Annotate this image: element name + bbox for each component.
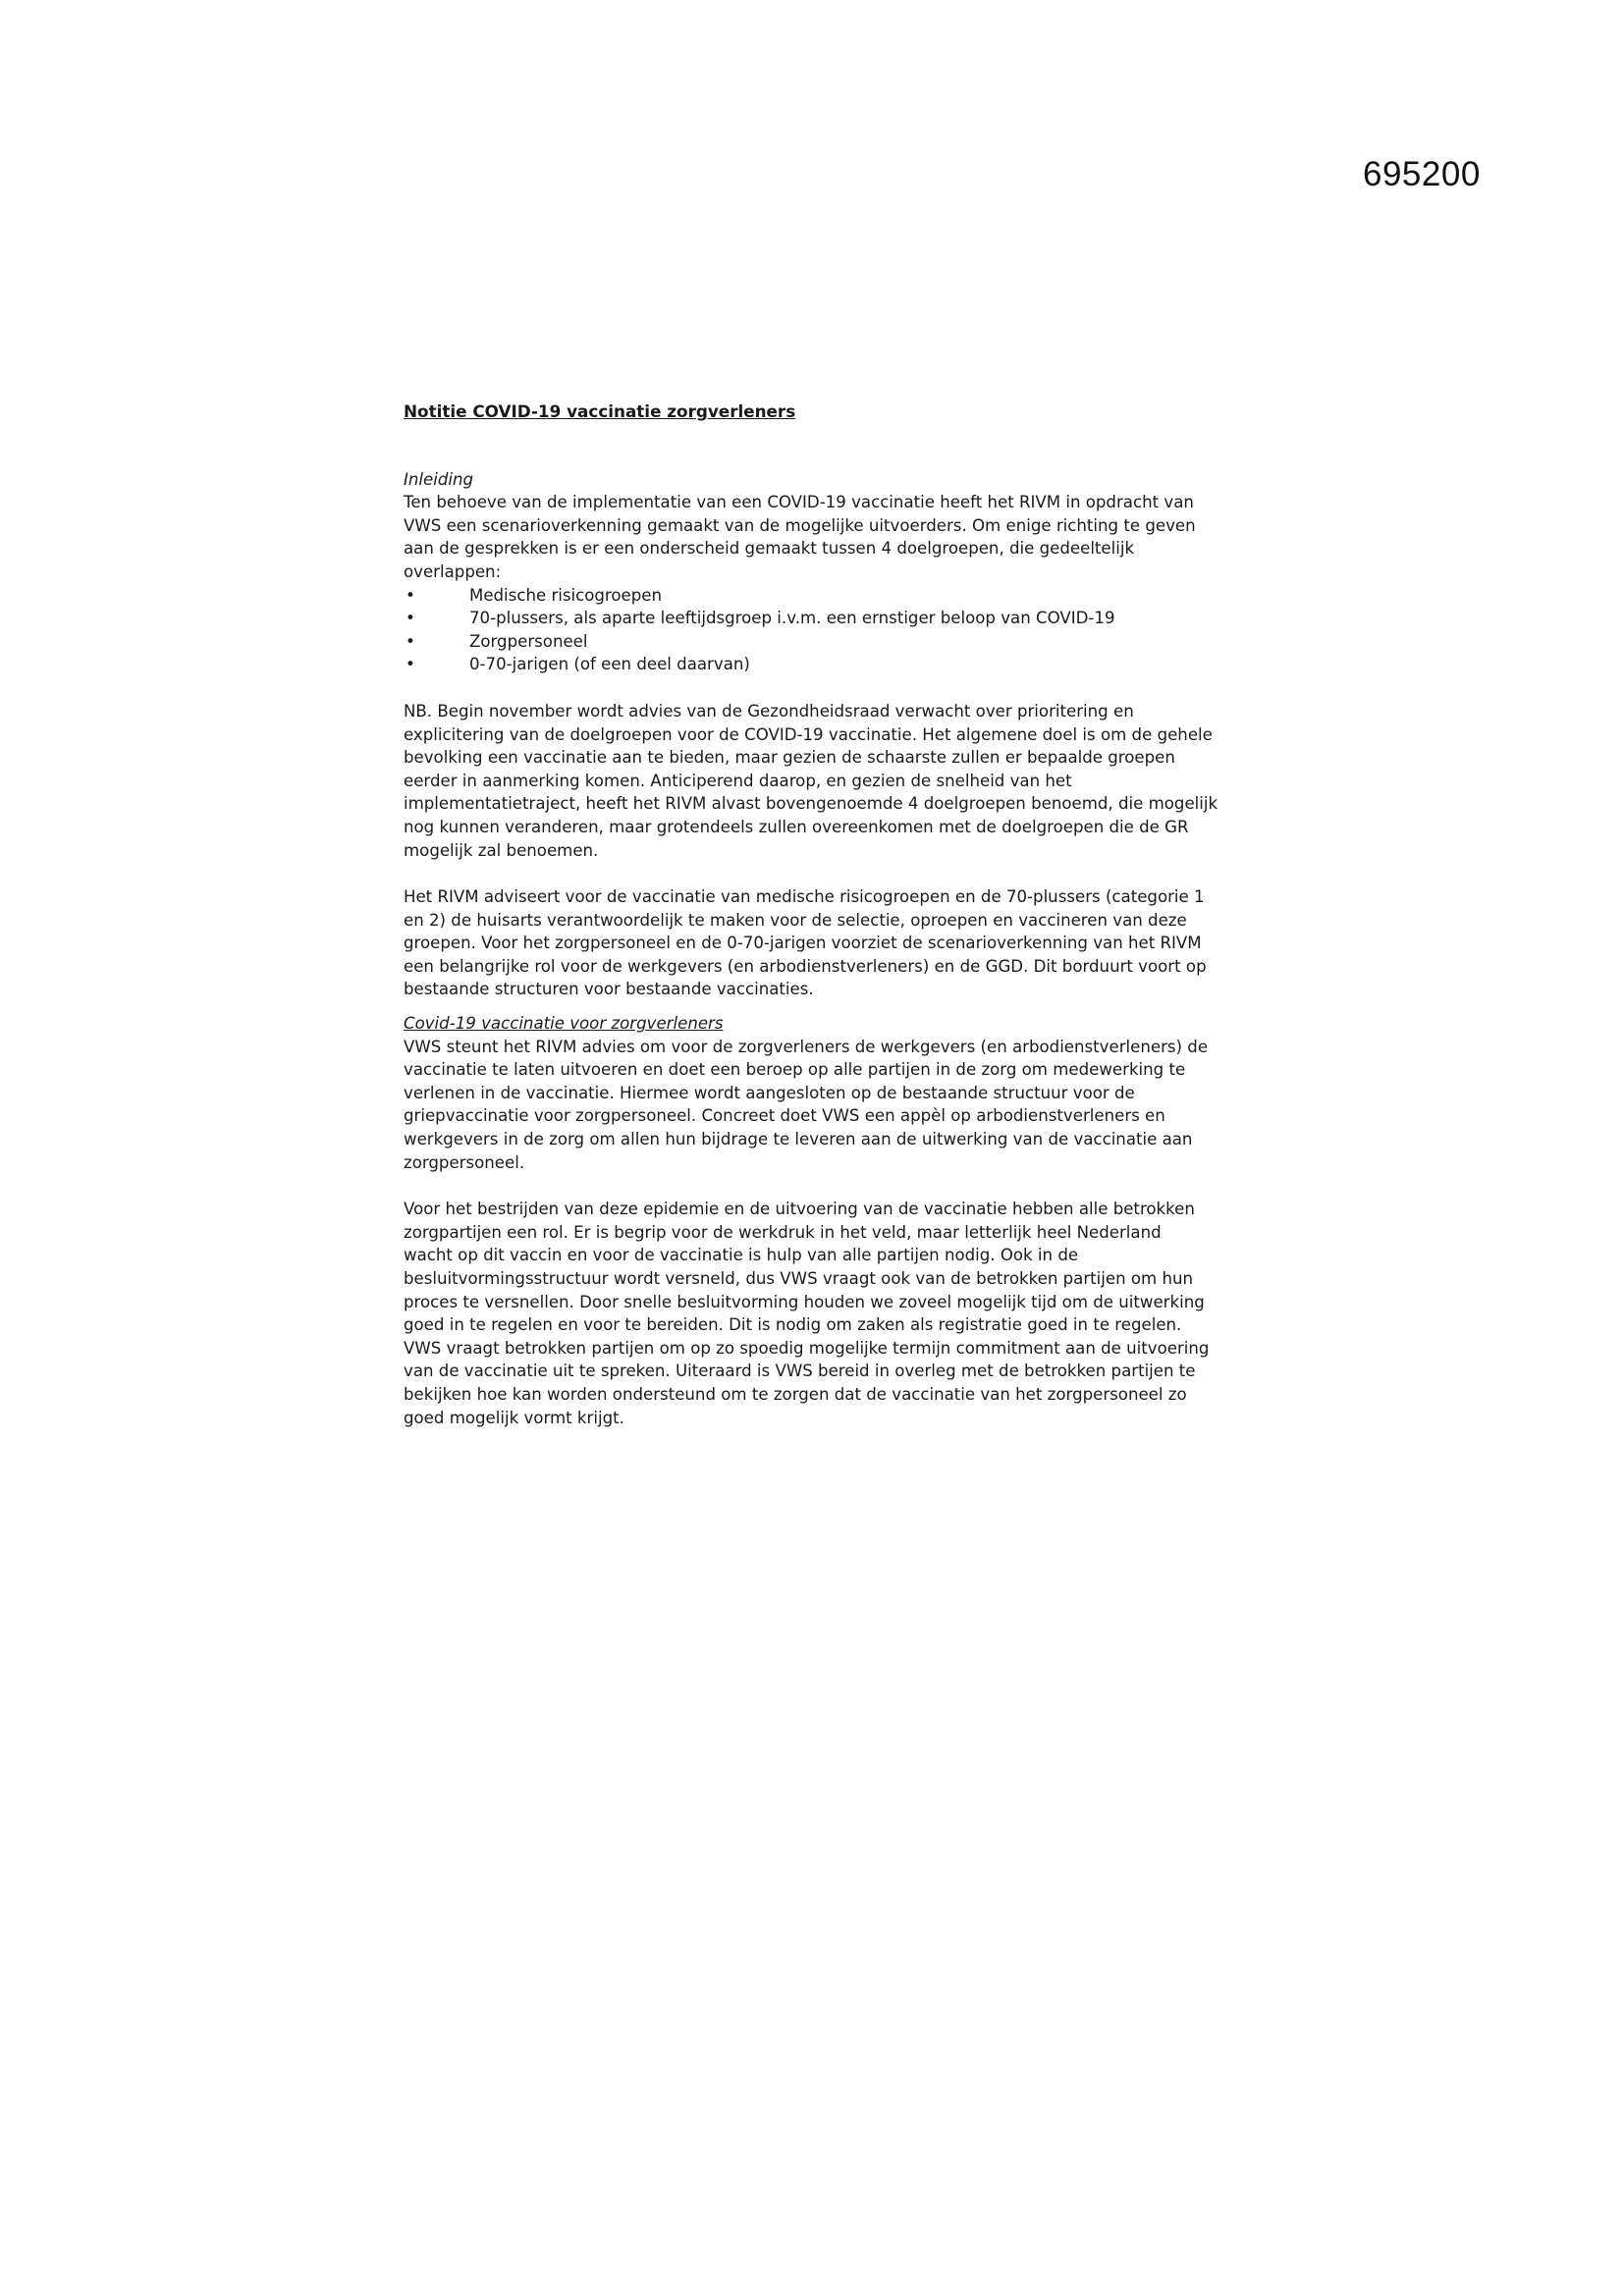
vws-support-paragraph: VWS steunt het RIVM advies om voor de zorgverleners de werkgevers (en arbodienstverleners) de vaccinatie te laten uitvoeren en doet een beroep op alle partijen in de zorg om medewerking te verlenen in de vaccinatie. Hiermee wordt aangesloten op de bestaande structuur voor de griepvaccinatie voor zorgpersoneel. Concreet doet VWS een appèl op arbodienstverleners en werkgevers in de zorg om allen hun bijdrage te leveren aan de uitwerking van de vaccinatie aan zorgpersoneel. — [404, 1037, 1209, 1172]
list-item — [404, 607, 1238, 630]
list-item — [404, 584, 1238, 608]
bullet-icon: • — [406, 631, 415, 651]
document-number: 695200 — [1363, 155, 1481, 193]
spacer — [404, 1001, 1238, 1012]
list-item-text: Zorgpersoneel — [469, 631, 588, 651]
spacer — [404, 676, 1238, 700]
spacer — [404, 424, 1238, 468]
section-heading-zorgverleners: Covid-19 vaccinatie voor zorgverleners — [404, 1014, 724, 1034]
spacer — [404, 1174, 1238, 1198]
document-body — [404, 400, 1238, 1429]
nb-paragraph: NB. Begin november wordt advies van de Gezondheidsraad verwacht over prioritering en explicitering van de doelgroepen voor de COVID-19 vaccinatie. Het algemene doel is om de gehele bevolking een vaccinatie aan te bieden, maar gezien de schaarste zullen er bepaalde groepen eerder in aanmerking komen. Anticiperend daarop, en gezien de snelheid van het implementatietraject, heeft het RIVM alvast bovengenoemde 4 doelgroepen benoemd, die mogelijk nog kunnen veranderen, maar grotendeels zullen overeenkomen met de doelgroepen die de GR mogelijk zal benoemen. — [404, 701, 1218, 860]
section-heading-inleiding: Inleiding — [404, 469, 474, 489]
list-item — [404, 630, 1238, 654]
list-item-text: 70-plussers, als aparte leeftijdsgroep i.v.m. een ernstiger beloop van COVID-19 — [469, 609, 1115, 628]
list-item-text: 0-70-jarigen (of een deel daarvan) — [469, 655, 750, 674]
intro-paragraph: Ten behoeve van de implementatie van een COVID-19 vaccinatie heeft het RIVM in opdracht van VWS een scenarioverkenning gemaakt van de mogelijke uitvoerders. Om enige richting te geven aan de gesprekken is er een onderscheid gemaakt tussen 4 doelgroepen, die gedeeltelijk overlappen: — [404, 493, 1196, 581]
rivm-advice-paragraph: Het RIVM adviseert voor de vaccinatie van medische risicogroepen en de 70-plussers (categorie 1 en 2) de huisarts verantwoordelijk te maken voor de selectie, oproepen en vaccineren van deze groepen. Voor het zorgpersoneel en de 0-70-jarigen voorziet de scenarioverkenning van het RIVM een belangrijke rol voor de werkgevers (en arbodienstverleners) en de GGD. Dit borduurt voort op bestaande structuren voor bestaande vaccinaties. — [404, 887, 1207, 999]
list-item-text: Medische risicogroepen — [469, 585, 663, 605]
target-group-list — [404, 584, 1238, 676]
spacer — [404, 862, 1238, 885]
list-item — [404, 653, 1238, 676]
epidemic-paragraph: Voor het bestrijden van deze epidemie en de uitvoering van de vaccinatie hebben alle betrokken zorgpartijen een rol. Er is begrip voor de werkdruk in het veld, maar letterlijk heel Nederland wacht op dit vaccin en voor de vaccinatie is hulp van alle partijen nodig. Ook in de besluitvormingsstructuur wordt versneld, dus VWS vraagt ook van de betrokken partijen om hun proces te versnellen. Door snelle besluitvorming houden we zoveel mogelijk tijd om de uitwerking goed in te regelen en voor te bereiden. Dit is nodig om zaken als registratie goed in te regelen. VWS vraagt betrokken partijen om op zo spoedig mogelijke termijn commitment aan de uitvoering van de vaccinatie uit te spreken. Uiteraard is VWS bereid in overleg met de betrokken partijen te bekijken hoe kan worden ondersteund om te zorgen dat de vaccinatie van het zorgpersoneel zo goed mogelijk vormt krijgt. — [404, 1200, 1210, 1427]
bullet-icon: • — [406, 609, 415, 628]
document-title: Notitie COVID-19 vaccinatie zorgverleners — [404, 401, 796, 421]
bullet-icon: • — [406, 585, 415, 605]
bullet-icon: • — [406, 655, 415, 674]
